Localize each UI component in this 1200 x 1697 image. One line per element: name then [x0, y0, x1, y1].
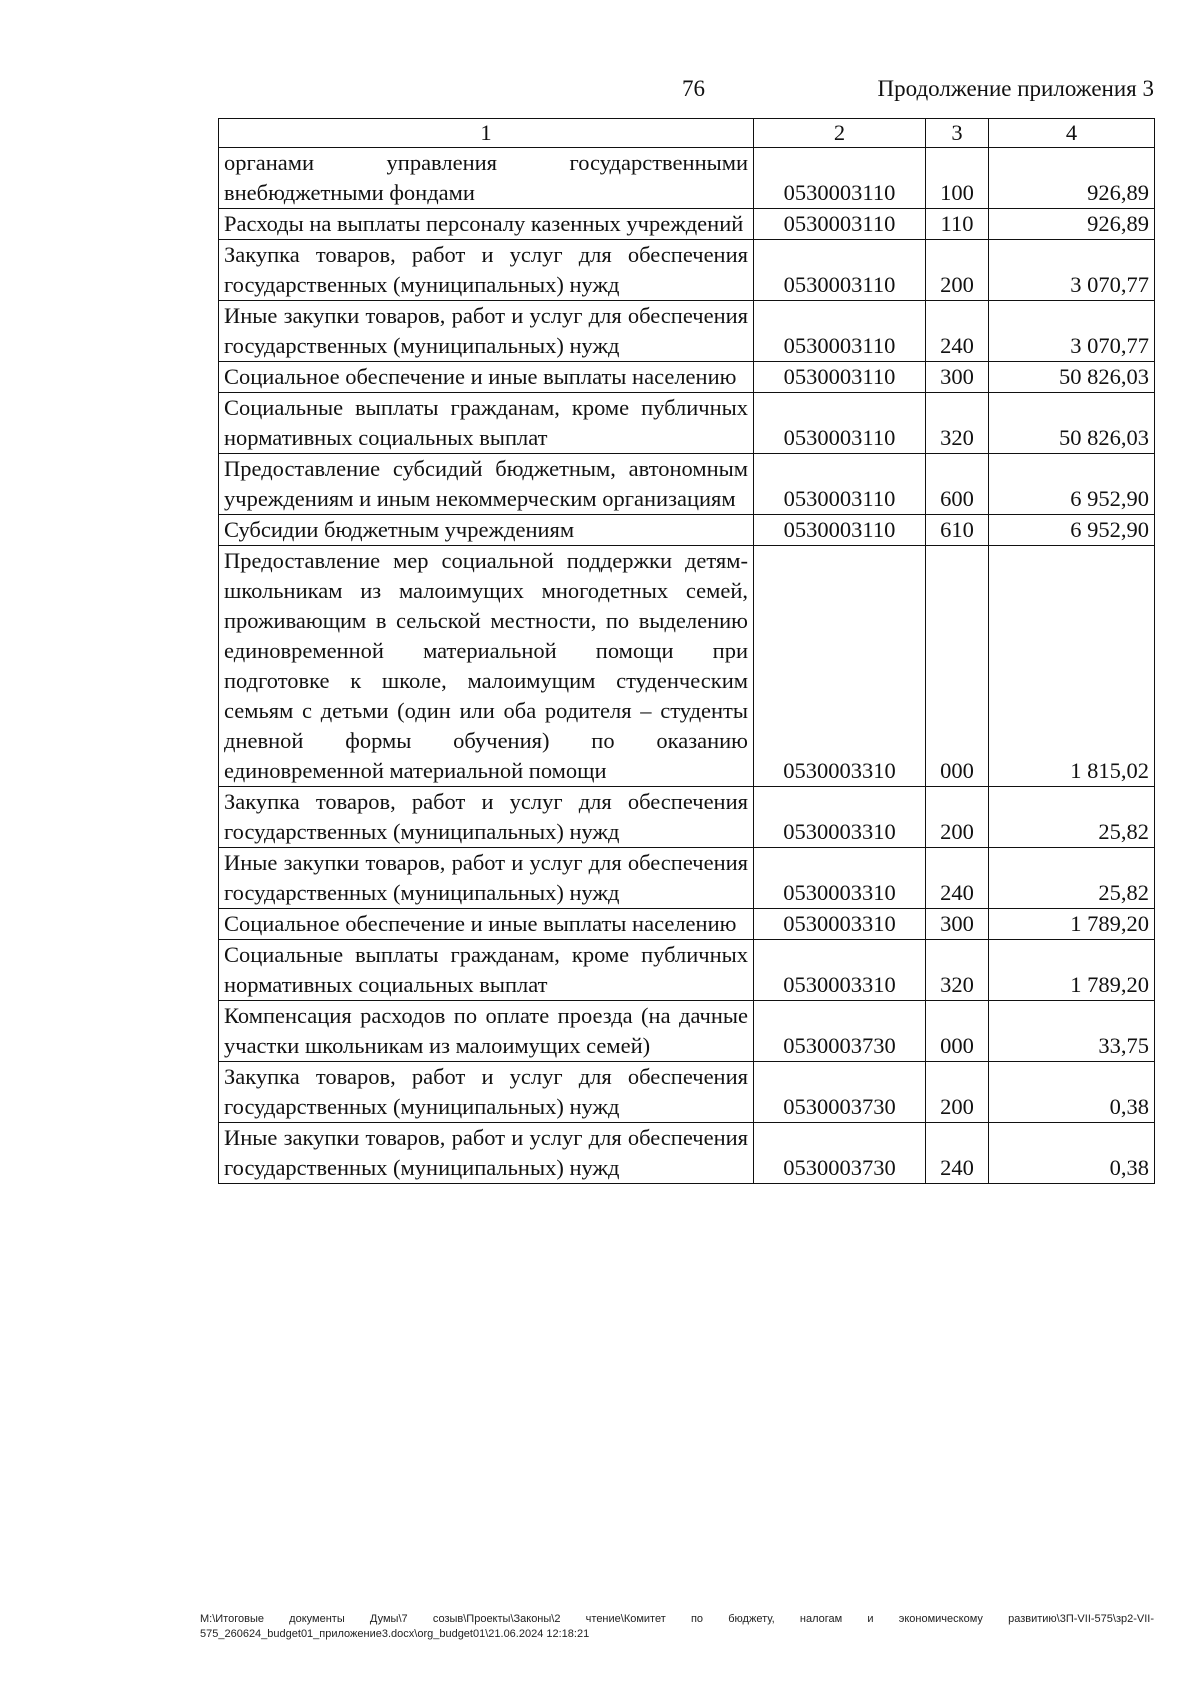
row-code: 0530003730: [754, 1062, 926, 1123]
row-amount: 926,89: [989, 209, 1155, 240]
row-amount: 6 952,90: [989, 515, 1155, 546]
row-expense-type: 240: [926, 848, 989, 909]
table-row: [219, 787, 1155, 848]
table-row: [219, 515, 1155, 546]
row-description: Субсидии бюджетным учреждениям: [219, 515, 754, 546]
row-description: Иные закупки товаров, работ и услуг для обеспечения государственных (муниципальных) нужд: [219, 1123, 754, 1184]
table-header-row: [219, 119, 1155, 148]
row-description: Закупка товаров, работ и услуг для обеспечения государственных (муниципальных) нужд: [219, 240, 754, 301]
continuation-title: Продолжение приложения 3: [877, 76, 1154, 101]
row-code: 0530003310: [754, 940, 926, 1001]
row-description: Закупка товаров, работ и услуг для обеспечения государственных (муниципальных) нужд: [219, 1062, 754, 1123]
row-amount: 33,75: [989, 1001, 1155, 1062]
row-description: Предоставление субсидий бюджетным, автономным учреждениям и иным некоммерческим организациям: [219, 454, 754, 515]
row-code: 0530003110: [754, 209, 926, 240]
row-description: Закупка товаров, работ и услуг для обеспечения государственных (муниципальных) нужд: [219, 787, 754, 848]
table-row: [219, 848, 1155, 909]
row-code: 0530003110: [754, 515, 926, 546]
row-amount: 3 070,77: [989, 301, 1155, 362]
row-description: Иные закупки товаров, работ и услуг для обеспечения государственных (муниципальных) нужд: [219, 301, 754, 362]
row-amount: 50 826,03: [989, 393, 1155, 454]
table-row: [219, 393, 1155, 454]
row-expense-type: 000: [926, 546, 989, 787]
table-row: [219, 546, 1155, 787]
table-row: [219, 240, 1155, 301]
row-description: Социальное обеспечение и иные выплаты населению: [219, 909, 754, 940]
table-row: [219, 454, 1155, 515]
row-amount: 3 070,77: [989, 240, 1155, 301]
row-expense-type: 110: [926, 209, 989, 240]
row-expense-type: 200: [926, 787, 989, 848]
row-amount: 50 826,03: [989, 362, 1155, 393]
row-expense-type: 320: [926, 940, 989, 1001]
row-description: Компенсация расходов по оплате проезда (на дачные участки школьникам из малоимущих семей): [219, 1001, 754, 1062]
table-row: [219, 148, 1155, 209]
row-description: Предоставление мер социальной поддержки детям-школьникам из малоимущих многодетных семей, проживающим в сельской местности, по выделению единовременной материальной помощи при подготовке к школе, малоимущим студенческим семьям с детьми (один или оба родителя – студенты дневной формы обучения) по оказанию единовременной материальной помощи: [219, 546, 754, 787]
row-description: Расходы на выплаты персоналу казенных учреждений: [219, 209, 754, 240]
row-expense-type: 240: [926, 1123, 989, 1184]
table-row: [219, 301, 1155, 362]
row-expense-type: 610: [926, 515, 989, 546]
row-expense-type: 240: [926, 301, 989, 362]
row-expense-type: 200: [926, 240, 989, 301]
row-expense-type: 300: [926, 362, 989, 393]
row-amount: 926,89: [989, 148, 1155, 209]
column-header-1: 1: [219, 119, 754, 148]
column-header-2: 2: [754, 119, 926, 148]
row-expense-type: 100: [926, 148, 989, 209]
row-description: Иные закупки товаров, работ и услуг для обеспечения государственных (муниципальных) нужд: [219, 848, 754, 909]
row-code: 0530003110: [754, 362, 926, 393]
column-header-3: 3: [926, 119, 989, 148]
row-expense-type: 200: [926, 1062, 989, 1123]
budget-table: [218, 118, 1155, 1184]
row-code: 0530003730: [754, 1001, 926, 1062]
table-row: [219, 1123, 1155, 1184]
row-code: 0530003310: [754, 787, 926, 848]
row-description: органами управления государственными внебюджетными фондами: [219, 148, 754, 209]
row-amount: 1 815,02: [989, 546, 1155, 787]
table-row: [219, 209, 1155, 240]
row-amount: 25,82: [989, 848, 1155, 909]
table-row: [219, 362, 1155, 393]
row-expense-type: 000: [926, 1001, 989, 1062]
row-amount: 0,38: [989, 1123, 1155, 1184]
row-description: Социальные выплаты гражданам, кроме публичных нормативных социальных выплат: [219, 940, 754, 1001]
row-code: 0530003730: [754, 1123, 926, 1184]
row-expense-type: 600: [926, 454, 989, 515]
row-amount: 1 789,20: [989, 940, 1155, 1001]
table-row: [219, 940, 1155, 1001]
row-amount: 25,82: [989, 787, 1155, 848]
row-code: 0530003110: [754, 393, 926, 454]
row-expense-type: 300: [926, 909, 989, 940]
row-expense-type: 320: [926, 393, 989, 454]
row-code: 0530003110: [754, 301, 926, 362]
row-code: 0530003110: [754, 454, 926, 515]
row-code: 0530003110: [754, 148, 926, 209]
row-code: 0530003310: [754, 546, 926, 787]
table-row: [219, 1062, 1155, 1123]
row-description: Социальное обеспечение и иные выплаты населению: [219, 362, 754, 393]
row-code: 0530003310: [754, 848, 926, 909]
row-amount: 1 789,20: [989, 909, 1155, 940]
row-amount: 0,38: [989, 1062, 1155, 1123]
row-code: 0530003110: [754, 240, 926, 301]
table-row: [219, 1001, 1155, 1062]
table-row: [219, 909, 1155, 940]
page-number: 76: [682, 76, 705, 101]
row-amount: 6 952,90: [989, 454, 1155, 515]
column-header-4: 4: [989, 119, 1155, 148]
row-description: Социальные выплаты гражданам, кроме публичных нормативных социальных выплат: [219, 393, 754, 454]
footer-file-path: M:\Итоговые документы Думы\7 созыв\Проекты\Законы\2 чтение\Комитет по бюджету, налогам и экономическому развитию\3П-VII-575\зp2-VII-575_260624_budget01_приложение3.docx\org_budget01\21.06.2024 12:18:21: [200, 1613, 1154, 1640]
row-code: 0530003310: [754, 909, 926, 940]
